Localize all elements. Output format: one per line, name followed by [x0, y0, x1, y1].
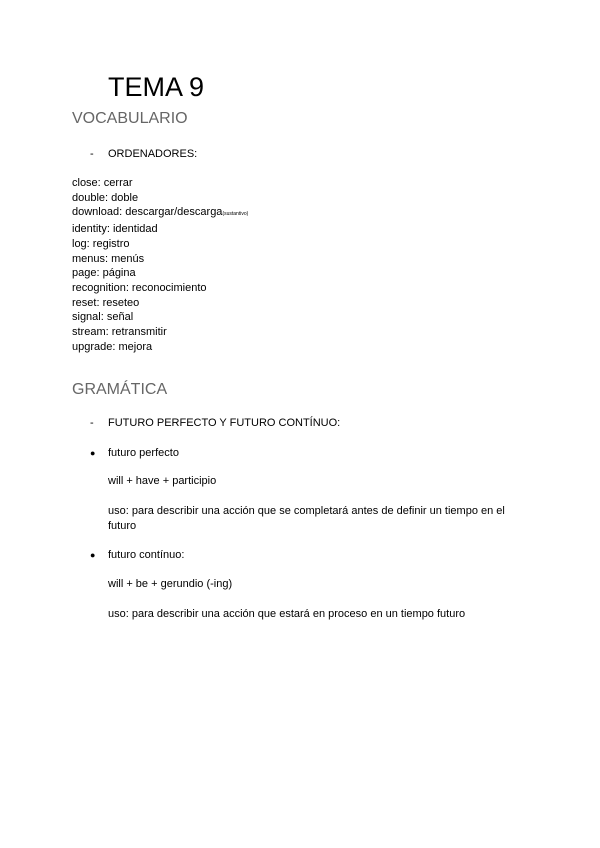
gramatica-heading: GRAMÁTICA	[72, 381, 168, 398]
ordenadores-subheading	[90, 147, 197, 161]
dash-marker: -	[90, 148, 94, 160]
vocab-item-upgrade: upgrade: mejora	[72, 340, 153, 353]
bullet-dot-icon: ●	[90, 550, 96, 560]
vocab-item-reset: reset: reseteo	[72, 296, 140, 309]
futuro-subheading	[90, 416, 340, 430]
futuro-continuo-uso: uso: para describir una acción que estará en proceso en un tiempo futuro	[108, 608, 466, 620]
vocab-item-signal: signal: señal	[72, 311, 134, 324]
vocabulario-heading: VOCABULARIO	[72, 110, 188, 127]
futuro-perfecto-label: futuro perfecto	[108, 447, 179, 459]
vocab-item-download	[72, 205, 248, 222]
vocab-item-double: double: doble	[72, 191, 139, 204]
vocab-item-stream: stream: retransmitir	[72, 326, 167, 339]
bullet-dot-icon: ●	[90, 448, 96, 458]
futuro-continuo-label: futuro contínuo:	[108, 549, 185, 561]
vocab-item-log: log: registro	[72, 237, 130, 250]
futuro-continuo-formula: will + be + gerundio (-ing)	[108, 578, 233, 590]
futuro-perfecto-formula: will + have + participio	[108, 475, 217, 487]
vocab-item-menus: menus: menús	[72, 252, 145, 265]
dash-marker: -	[90, 417, 94, 429]
ordenadores-label: ORDENADORES:	[108, 148, 198, 160]
vocabulary-list	[72, 176, 248, 354]
vocab-item-identity: identity: identidad	[72, 223, 158, 236]
futuro-perfecto-uso: uso: para describir una acción que se completará antes de definir un tiempo en el futuro	[108, 505, 505, 532]
futuro-perfecto-bullet	[90, 446, 179, 460]
page-title: TEMA 9	[108, 72, 205, 102]
download-note: (sustantivo)	[222, 211, 249, 218]
vocab-item-close: close: cerrar	[72, 177, 133, 189]
futuro-continuo-bullet	[90, 548, 184, 562]
vocab-item-download-text: download: descargar/descarga	[72, 206, 223, 219]
futuro-label: FUTURO PERFECTO Y FUTURO CONTÍNUO:	[108, 417, 341, 429]
vocab-item-page: page: página	[72, 267, 136, 280]
vocab-item-recognition: recognition: reconocimiento	[72, 281, 207, 294]
